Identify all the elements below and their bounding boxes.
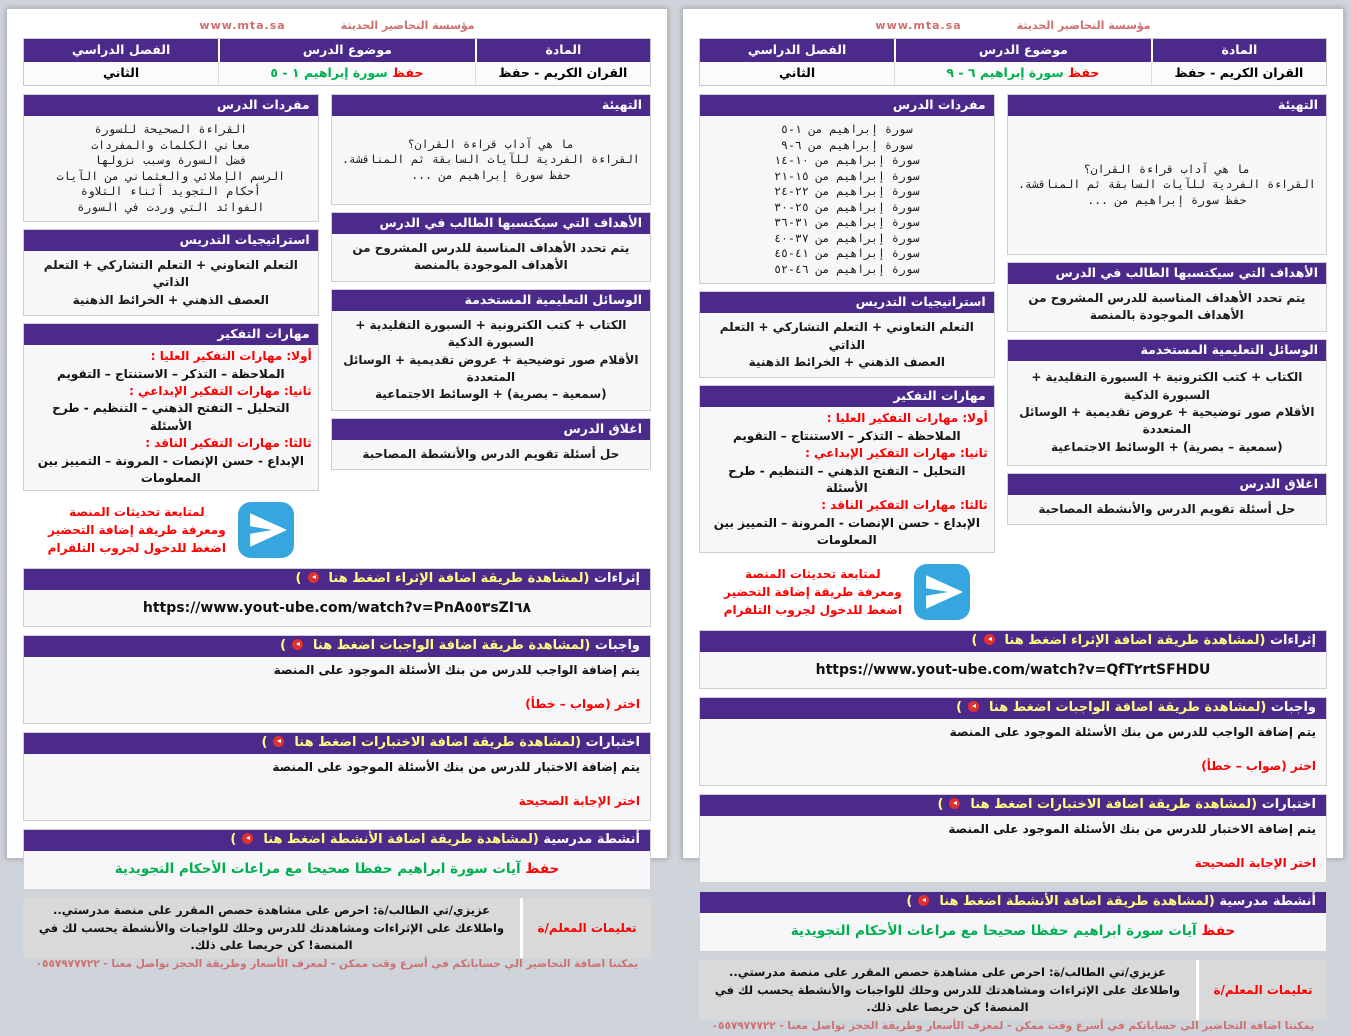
warmup-section xyxy=(1007,94,1327,255)
activities-detail: آيات سورة ابراهيم حفظا صحيحا مع مراعات الأحكام التجويدية xyxy=(114,861,521,878)
enrichment-header[interactable] xyxy=(700,631,1326,652)
paren-close: ) xyxy=(971,633,978,649)
thinking-skills-list: أولا: مهارات التفكير العليا : الملاحظة – التذكر – الاستنتاج – التقويم ثانيا: مهارات التفكير الإبداعي : التحليل – التفتح الذهني – التنظيم - طرح الأسئلة ثالثا: مهارات التفكير الناقد : الإبداع - حسن الإنصات - المرونة – التمييز بين المعلومات xyxy=(37,349,312,485)
header-topic: موضوع الدرس xyxy=(218,39,475,62)
header-semester: الفصل الدراسي xyxy=(71,42,171,57)
warmup-title: التهيئة xyxy=(332,95,650,116)
strategies-text: التعلم التعاوني + التعلم التشاركي + التعلم الذاتي العصف الذهني + الخرائط الذهنية xyxy=(43,258,298,307)
homework-subtitle[interactable]: (لمشاهدة طريقة اضافة الواجبات اضغط هنا xyxy=(313,638,591,654)
teaching-aids-section xyxy=(1007,339,1327,466)
lesson-closing-section xyxy=(331,418,651,470)
warmup-section xyxy=(331,94,651,205)
objectives-title: الأهداف التي سيكتسبها الطالب في الدرس xyxy=(332,213,650,234)
homework-subtitle[interactable]: (لمشاهدة طريقة اضافة الواجبات اضغط هنا xyxy=(989,700,1267,716)
strategies-title: استراتيجيات التدريس xyxy=(700,292,994,313)
tests-choice: اختر الإجابة الصحيحة xyxy=(1194,856,1316,871)
telegram-group-link[interactable] xyxy=(699,560,995,622)
youtube-play-icon[interactable] xyxy=(984,634,995,645)
youtube-play-icon[interactable] xyxy=(949,798,960,809)
youtube-play-icon[interactable] xyxy=(292,639,303,650)
info-table-header-row xyxy=(700,39,1326,62)
strategies-section xyxy=(699,291,995,378)
vocabulary-title: مفردات الدرس xyxy=(24,95,318,116)
telegram-icon[interactable] xyxy=(238,502,294,558)
topic-keyword: حفظ xyxy=(392,65,424,80)
thinking-skills-section xyxy=(23,323,319,491)
vocabulary-list: القراءة الصحيحة للسورة معاني الكلمات والمفردات فضل السورة وسبب نزولها الرسم الإملائي والعثماني من الآيات أحكام التجويد أثناء التلاوة الفوائد التي وردت في السورة xyxy=(56,122,286,214)
teaching-aids-title: الوسائل التعليمية المستخدمة xyxy=(1008,340,1326,361)
tests-text: يتم إضافة الاختبار للدرس من بنك الأسئلة الموجود على المنصة xyxy=(272,760,640,775)
enrichment-url[interactable]: https://www.yout-ube.com/watch?v=PnA٥٥٣sZI٦٨ xyxy=(142,600,532,617)
homework-choice: اختر (صواب – خطأ) xyxy=(1201,759,1316,774)
tests-subtitle[interactable]: (لمشاهدة طريقة اضافة الاختبارات اضغط هنا xyxy=(294,735,582,751)
youtube-play-icon[interactable] xyxy=(918,895,929,906)
tests-text: يتم إضافة الاختبار للدرس من بنك الأسئلة الموجود على المنصة xyxy=(948,822,1316,837)
homework-text: يتم إضافة الواجب للدرس من بنك الأسئلة الموجود على المنصة xyxy=(273,663,640,678)
activities-header[interactable] xyxy=(700,892,1326,913)
warmup-title: التهيئة xyxy=(1008,95,1326,116)
teacher-instructions-label: تعليمات المعلم/ة xyxy=(523,898,651,958)
subject-value: القران الكريم - حفظ xyxy=(1151,62,1326,85)
lesson-info-table xyxy=(699,38,1327,86)
activities-title: أنشطة مدرسية xyxy=(1219,894,1316,910)
thinking-skills-title: مهارات التفكير xyxy=(24,324,318,345)
org-website-link[interactable]: www.mta.sa xyxy=(875,19,962,32)
vocabulary-title: مفردات الدرس xyxy=(700,95,994,116)
header-subject: المادة xyxy=(1151,39,1326,62)
homework-text: يتم إضافة الواجب للدرس من بنك الأسئلة الموجود على المنصة xyxy=(949,725,1316,740)
lesson-plan-page xyxy=(682,8,1344,1033)
org-name: مؤسسة التحاضير الحديثة xyxy=(1016,19,1151,32)
warmup-text: ما هي آداب قراءة القران؟ القراءة الفردية للآيات السابقة ثم المناقشة. حفظ سورة إبراهيم من ... xyxy=(1017,161,1316,207)
org-website-link[interactable]: www.mta.sa xyxy=(199,19,286,32)
teacher-instructions-text: عزيزي/تي الطالب/ة: احرص على مشاهدة حصص المقرر على منصة مدرستي.. واطلاعك على الإثراءات ومشاهدتك للدرس وحلك للواجبات والأنشطة يحسب لك في المنصة! كن حريصا على ذلك. xyxy=(699,960,1196,1020)
objectives-section xyxy=(1007,262,1327,332)
strategies-section xyxy=(23,229,319,316)
enrichment-section xyxy=(23,568,651,627)
paren-close: ) xyxy=(261,735,268,751)
objectives-section xyxy=(331,212,651,282)
teacher-instructions-text: عزيزي/تي الطالب/ة: احرص على مشاهدة حصص المقرر على منصة مدرستي.. واطلاعك على الإثراءات ومشاهدتك للدرس وحلك للواجبات والأنشطة يحسب لك في المنصة! كن حريصا على ذلك. xyxy=(23,898,520,958)
thinking-skills-list: أولا: مهارات التفكير العليا : الملاحظة – التذكر – الاستنتاج – التقويم ثانيا: مهارات التفكير الإبداعي : التحليل – التفتح الذهني – التنظيم - طرح الأسئلة ثالثا: مهارات التفكير الناقد : الإبداع - حسن الإنصات - المرونة – التمييز بين المعلومات xyxy=(713,411,988,548)
enrichment-title: إثراءات xyxy=(593,571,640,587)
youtube-play-icon[interactable] xyxy=(242,833,253,844)
activities-detail: آيات سورة ابراهيم حفظا صحيحا مع مراعات الأحكام التجويدية xyxy=(790,923,1197,940)
telegram-text[interactable]: لمتابعة تحديثات المنصة ومعرفة طريقة إضافة التحضير اضغط للدخول لجروب التلقرام xyxy=(723,567,903,618)
objectives-text: يتم تحدد الأهداف المناسبة للدرس المشروح من الأهداف الموجودة بالمنصة xyxy=(1028,291,1306,323)
activities-keyword: حفظ xyxy=(1201,923,1236,940)
tests-title: اختبارات xyxy=(585,735,640,751)
lesson-closing-title: اغلاق الدرس xyxy=(1008,474,1326,495)
enrichment-title: إثراءات xyxy=(1269,633,1316,649)
telegram-group-link[interactable] xyxy=(23,498,319,560)
semester-value: الثاني xyxy=(24,62,218,85)
lesson-closing-text: حل أسئلة تقويم الدرس والأنشطة المصاحبة xyxy=(1038,501,1296,516)
lesson-closing-text: حل أسئلة تقويم الدرس والأنشطة المصاحبة xyxy=(362,446,620,461)
tests-header[interactable] xyxy=(24,733,650,754)
activities-subtitle[interactable]: (لمشاهدة طريقة اضافة الأنشطة اضغط هنا xyxy=(263,832,539,848)
warmup-text: ما هي آداب قراءة القران؟ القراءة الفردية للآيات السابقة ثم المناقشة. حفظ سورة إبراهيم من ... xyxy=(341,136,640,182)
objectives-text: يتم تحدد الأهداف المناسبة للدرس المشروح من الأهداف الموجودة بالمنصة xyxy=(352,241,630,273)
topic-value xyxy=(218,62,475,85)
lesson-info-table xyxy=(23,38,651,86)
teaching-aids-section xyxy=(331,289,651,411)
info-table-value-row xyxy=(700,62,1326,85)
teacher-instructions-row xyxy=(23,898,651,958)
tests-subtitle[interactable]: (لمشاهدة طريقة اضافة الاختبارات اضغط هنا xyxy=(970,797,1258,813)
homework-section xyxy=(699,697,1327,786)
topic-rest: سورة إبراهيم ٦ - ٩ xyxy=(946,65,1064,80)
paren-close: ) xyxy=(956,700,963,716)
contact-footer: يمكننا اضافة التحاضير الي حساباتكم في أسرع وقت ممكن - لمعرف الأسعار وطريقة الحجز تواصل معنا - ٠٥٥٧٩٧٧٧٢٢ xyxy=(711,1020,1315,1033)
lesson-closing-section xyxy=(1007,473,1327,525)
header-topic: موضوع الدرس xyxy=(894,39,1151,62)
header-semester: الفصل الدراسي xyxy=(747,42,847,57)
org-name: مؤسسة التحاضير الحديثة xyxy=(340,19,475,32)
telegram-text[interactable]: لمتابعة تحديثات المنصة ومعرفة طريقة إضافة التحضير اضغط للدخول لجروب التلقرام xyxy=(47,505,227,556)
contact-footer: يمكننا اضافة التحاضير الي حساباتكم في أسرع وقت ممكن - لمعرف الأسعار وطريقة الحجز تواصل معنا - ٠٥٥٧٩٧٧٧٢٢ xyxy=(35,958,639,971)
activities-keyword: حفظ xyxy=(525,861,560,878)
info-table-header-row xyxy=(24,39,650,62)
lesson-plan-page xyxy=(6,8,668,971)
tests-section xyxy=(699,794,1327,883)
homework-header[interactable] xyxy=(24,636,650,657)
subject-value: القران الكريم - حفظ xyxy=(475,62,650,85)
youtube-play-icon[interactable] xyxy=(308,572,319,583)
activities-subtitle[interactable]: (لمشاهدة طريقة اضافة الأنشطة اضغط هنا xyxy=(939,894,1215,910)
vocabulary-section xyxy=(699,94,995,284)
teaching-aids-text: الكتاب + كتب الكترونية + السبورة التقليدية + السبورة الذكية الأقلام صور توضيحية + عروض تقديمية + الوسائل المتعددة (سمعية – بصرية) + الوسائط الاجتماعية xyxy=(343,317,639,402)
tests-section xyxy=(23,732,651,821)
tests-choice: اختر الإجابة الصحيحة xyxy=(518,794,640,809)
activities-header[interactable] xyxy=(24,830,650,851)
objectives-title: الأهداف التي سيكتسبها الطالب في الدرس xyxy=(1008,263,1326,284)
tests-title: اختبارات xyxy=(1261,797,1316,813)
enrichment-subtitle[interactable]: (لمشاهدة طريقة اضافة الإثراء اضغط هنا xyxy=(1004,633,1266,649)
homework-title: واجبات xyxy=(594,638,640,654)
youtube-play-icon[interactable] xyxy=(968,701,979,712)
enrichment-subtitle[interactable]: (لمشاهدة طريقة اضافة الإثراء اضغط هنا xyxy=(328,571,590,587)
activities-section xyxy=(699,891,1327,952)
teaching-aids-text: الكتاب + كتب الكترونية + السبورة التقليدية + السبورة الذكية الأقلام صور توضيحية + عروض تقديمية + الوسائل المتعددة (سمعية – بصرية) + الوسائط الاجتماعية xyxy=(1019,370,1315,454)
vocabulary-list: سورة إبراهيم من ١-٥ سورة إبراهيم من ٦-٩ سورة إبراهيم من ١٠-١٤ سورة إبراهيم من ١٥-٢١ سورة إبراهيم من ٢٢-٢٤ سورة إبراهيم من ٢٥-٣٠ سورة إبراهيم من ٣١-٣٦ سورة إبراهيم من ٣٧-٤٠ سورة إبراهيم من ٤١-٤٥ سورة إبراهيم من ٤٦-٥٢ xyxy=(774,122,920,276)
page-header-strip xyxy=(699,15,1327,38)
header-subject: المادة xyxy=(475,39,650,62)
paren-close: ) xyxy=(937,797,944,813)
vocabulary-section xyxy=(23,94,319,222)
topic-keyword: حفظ xyxy=(1068,65,1100,80)
telegram-icon[interactable] xyxy=(914,564,970,620)
semester-value: الثاني xyxy=(700,62,894,85)
paren-close: ) xyxy=(280,638,287,654)
homework-header[interactable] xyxy=(700,698,1326,719)
strategies-text: التعلم التعاوني + التعلم التشاركي + التعلم الذاتي العصف الذهني + الخرائط الذهنية xyxy=(719,320,974,369)
homework-section xyxy=(23,635,651,724)
enrichment-header[interactable] xyxy=(24,569,650,590)
strategies-title: استراتيجيات التدريس xyxy=(24,230,318,251)
lesson-closing-title: اغلاق الدرس xyxy=(332,419,650,440)
enrichment-section xyxy=(699,630,1327,689)
topic-value xyxy=(894,62,1151,85)
info-table-value-row xyxy=(24,62,650,85)
paren-close: ) xyxy=(295,571,302,587)
enrichment-url[interactable]: https://www.yout-ube.com/watch?v=QfT٢rtSFHDU xyxy=(815,662,1211,679)
thinking-skills-section xyxy=(699,385,995,553)
activities-text xyxy=(24,851,650,889)
teacher-instructions-label: تعليمات المعلم/ة xyxy=(1199,960,1327,1020)
homework-title: واجبات xyxy=(1270,700,1316,716)
teaching-aids-title: الوسائل التعليمية المستخدمة xyxy=(332,290,650,311)
activities-section xyxy=(23,829,651,890)
teacher-instructions-row xyxy=(699,960,1327,1020)
topic-rest: سورة إبراهيم ١ - ٥ xyxy=(270,65,388,80)
thinking-skills-title: مهارات التفكير xyxy=(700,386,994,407)
activities-text xyxy=(700,913,1326,951)
page-header-strip xyxy=(23,15,651,38)
homework-choice: اختر (صواب – خطأ) xyxy=(525,697,640,712)
paren-close: ) xyxy=(906,894,913,910)
tests-header[interactable] xyxy=(700,795,1326,816)
paren-close: ) xyxy=(230,832,237,848)
youtube-play-icon[interactable] xyxy=(273,736,284,747)
activities-title: أنشطة مدرسية xyxy=(543,832,640,848)
